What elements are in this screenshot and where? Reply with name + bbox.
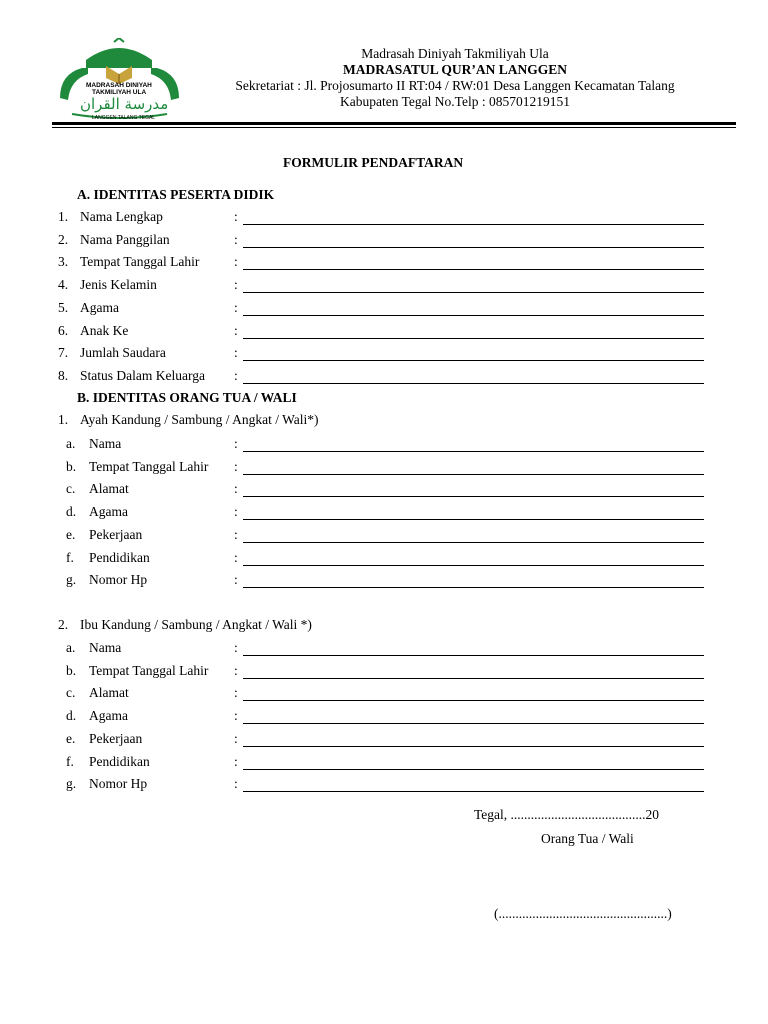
field-colon: : [234, 277, 238, 293]
field-fill-line[interactable] [243, 791, 704, 792]
mother-number: 2. [58, 617, 69, 632]
father-number: 1. [58, 412, 69, 427]
field-colon: : [234, 322, 238, 338]
field-fill-line[interactable] [243, 292, 704, 293]
field-number: d. [66, 708, 77, 724]
header-divider-thick [52, 122, 736, 125]
field-fill-line[interactable] [243, 451, 704, 452]
field-number: c. [66, 685, 76, 701]
form-field-row [0, 323, 768, 343]
field-label: Pendidikan [89, 753, 150, 769]
field-fill-line[interactable] [243, 655, 704, 656]
header-address: Sekretariat : Jl. Projosumarto II RT:04 / RW:01 Desa Langgen Kecamatan Talang [235, 78, 675, 93]
field-label: Pendidikan [89, 549, 150, 565]
field-label: Agama [89, 708, 128, 724]
field-fill-line[interactable] [243, 587, 704, 588]
form-field-row [0, 550, 768, 570]
field-label: Jumlah Saudara [80, 345, 166, 361]
field-colon: : [234, 458, 238, 474]
form-field-row [0, 300, 768, 320]
field-fill-line[interactable] [243, 383, 704, 384]
header-line1: Madrasah Diniyah Takmiliyah Ula [361, 46, 549, 61]
field-fill-line[interactable] [243, 247, 704, 248]
field-number: 8. [58, 367, 69, 383]
signature-name-placeholder: (..................................................) [494, 906, 672, 921]
field-colon: : [234, 730, 238, 746]
field-colon: : [234, 640, 238, 655]
form-field-row [0, 776, 768, 796]
form-field-row [0, 708, 768, 728]
field-fill-line[interactable] [243, 269, 704, 270]
field-fill-line[interactable] [243, 700, 704, 701]
field-number: 2. [58, 231, 69, 247]
field-fill-line[interactable] [243, 678, 704, 679]
form-field-row [0, 481, 768, 501]
field-label: Nama [89, 436, 122, 451]
field-label: Nomor Hp [89, 776, 148, 792]
field-label: Nomor Hp [89, 572, 148, 588]
field-colon: : [234, 753, 238, 769]
form-field-row [0, 277, 768, 297]
field-number: 7. [58, 345, 69, 361]
field-colon: : [234, 776, 238, 792]
section-a-title: A. IDENTITAS PESERTA DIDIK [77, 187, 275, 202]
field-number: 4. [58, 277, 69, 293]
field-fill-line[interactable] [243, 224, 704, 225]
field-fill-line[interactable] [243, 519, 704, 520]
field-label: Status Dalam Keluarga [80, 367, 205, 383]
field-number: c. [66, 481, 76, 497]
field-label: Pekerjaan [89, 730, 143, 746]
header-phone: Kabupaten Tegal No.Telp : 085701219151 [340, 94, 570, 109]
field-colon: : [234, 209, 238, 224]
logo-text-line1: MADRASAH DINIYAH [86, 82, 152, 89]
field-colon: : [234, 367, 238, 383]
field-label: Nama Lengkap [80, 209, 163, 224]
form-field-row [0, 572, 768, 592]
form-field-row [0, 685, 768, 705]
field-colon: : [234, 254, 238, 270]
form-field-row [0, 527, 768, 547]
field-colon: : [234, 526, 238, 542]
field-label: Pekerjaan [89, 526, 143, 542]
field-number: f. [66, 549, 74, 565]
header-school-name: MADRASATUL QUR’AN LANGGEN [342, 62, 567, 77]
field-label: Agama [89, 504, 128, 520]
field-number: 6. [58, 322, 69, 338]
field-colon: : [234, 708, 238, 724]
field-label: Jenis Kelamin [80, 277, 157, 293]
field-fill-line[interactable] [243, 542, 704, 543]
field-fill-line[interactable] [243, 723, 704, 724]
field-colon: : [234, 231, 238, 247]
field-label: Anak Ke [80, 322, 129, 338]
form-field-row [0, 254, 768, 274]
field-number: f. [66, 753, 74, 769]
field-number: d. [66, 504, 77, 520]
logo-arabic-text: مدرسة القران [80, 95, 169, 113]
field-number: 1. [58, 209, 69, 224]
form-field-row [0, 459, 768, 479]
field-label: Alamat [89, 481, 129, 497]
field-fill-line[interactable] [243, 496, 704, 497]
field-label: Nama Panggilan [80, 231, 170, 247]
section-b-title: B. IDENTITAS ORANG TUA / WALI [77, 390, 297, 405]
form-field-row [0, 640, 768, 660]
field-colon: : [234, 504, 238, 520]
form-field-row [0, 504, 768, 524]
form-field-row [0, 754, 768, 774]
form-field-row [0, 345, 768, 365]
field-label: Tempat Tanggal Lahir [89, 662, 209, 678]
field-number: g. [66, 572, 77, 588]
father-title: Ayah Kandung / Sambung / Angkat / Wali*) [80, 412, 319, 427]
form-field-row [0, 232, 768, 252]
logo-text-line2: TAKMILIYAH ULA [92, 89, 147, 96]
field-number: 3. [58, 254, 69, 270]
field-number: b. [66, 458, 77, 474]
form-field-row [0, 663, 768, 683]
field-number: g. [66, 776, 77, 792]
field-colon: : [234, 481, 238, 497]
header-divider-thin [52, 127, 736, 128]
field-number: e. [66, 730, 76, 746]
form-field-row [0, 368, 768, 388]
form-field-row [0, 436, 768, 456]
form-field-row [0, 209, 768, 229]
field-colon: : [234, 572, 238, 588]
field-colon: : [234, 299, 238, 315]
field-number: 5. [58, 299, 69, 315]
field-label: Alamat [89, 685, 129, 701]
field-number: a. [66, 436, 76, 451]
school-logo [52, 38, 187, 126]
signature-place-date: Tegal, ........................................20 [474, 807, 660, 822]
field-colon: : [234, 549, 238, 565]
field-number: b. [66, 662, 77, 678]
field-colon: : [234, 345, 238, 361]
field-colon: : [234, 685, 238, 701]
field-number: a. [66, 640, 76, 655]
field-fill-line[interactable] [243, 769, 704, 770]
field-label: Tempat Tanggal Lahir [80, 254, 200, 270]
form-title: FORMULIR PENDAFTARAN [283, 155, 464, 170]
field-colon: : [234, 662, 238, 678]
signature-role: Orang Tua / Wali [541, 831, 634, 846]
field-fill-line[interactable] [243, 338, 704, 339]
form-field-row [0, 731, 768, 751]
field-label: Nama [89, 640, 122, 655]
logo-caption: LANGGEN TALANG TEGAL [92, 115, 156, 121]
field-label: Tempat Tanggal Lahir [89, 458, 209, 474]
mother-title: Ibu Kandung / Sambung / Angkat / Wali *) [80, 617, 312, 632]
field-number: e. [66, 526, 76, 542]
field-label: Agama [80, 299, 119, 315]
field-fill-line[interactable] [243, 315, 704, 316]
field-fill-line[interactable] [243, 360, 704, 361]
field-fill-line[interactable] [243, 565, 704, 566]
field-fill-line[interactable] [243, 746, 704, 747]
field-fill-line[interactable] [243, 474, 704, 475]
field-colon: : [234, 436, 238, 451]
